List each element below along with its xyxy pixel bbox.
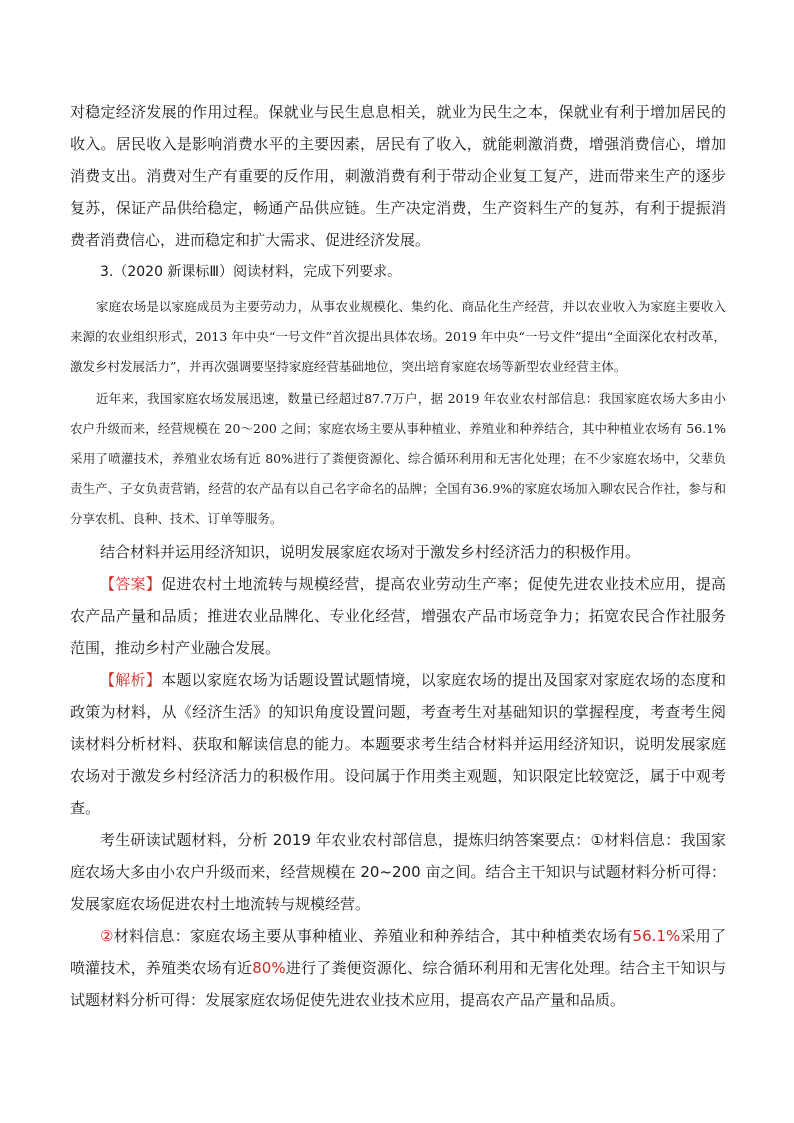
question-title: 3.（2020 新课标Ⅲ）阅读材料，完成下列要求。: [100, 264, 402, 280]
analysis-text: 本题以家庭农场为话题设置试题情境，以家庭农场的提出及国家对家庭农场的态度和政策为材料，从《经济生活》的知识角度设置问题，考查考生对基础知识的掌握程度，考查考生阅读材料分析材料、获取和解读信息的能力。本题要求考生结合材料并运用经济知识，说明发展家庭农场对于激发乡村经济活力的积极作用。设问属于作用类主观题，知识限定比较宽泛，属于中观考查。: [70, 671, 726, 817]
answer-text: 促进农村土地流转与规模经营，提高农业劳动生产率；促使先进农业技术应用，提高农产品产量和品质；推进农业品牌化、专业化经营，增强农产品市场竞争力；拓宽农民合作社服务范围，推动乡村产业融合发展。: [70, 575, 726, 657]
answer-tag: 【答案】: [100, 575, 162, 593]
analysis-step-2: [70, 920, 726, 1016]
step-2-text-c: 进行了粪便资源化、综合循环利用和无害化处理。结合主干知识与试题材料分析可得：发展家庭农场促使先进农业技术应用，提高农产品产量和品质。: [70, 959, 726, 1009]
question-requirement: 结合材料并运用经济知识，说明发展家庭农场对于激发乡村经济活力的积极作用。: [100, 543, 641, 561]
step-2-percent-2: 80%: [252, 959, 286, 977]
intro-paragraph: 对稳定经济发展的作用过程。保就业与民生息息相关，就业为民生之本，保就业有利于增加居民的收入。居民收入是影响消费水平的主要因素，居民有了收入，就能刺激消费，增强消费信心，增加消费支出。消费对生产有重要的反作用，刺激消费有利于带动企业复工复产，进而带来生产的逐步复苏，保证产品供给稳定，畅通产品供应链。生产决定消费，生产资料生产的复苏，有利于提振消费者消费信心，进而稳定和扩大需求、促进经济发展。: [70, 103, 726, 249]
analysis-step-1: 考生研读试题材料，分析 2019 年农业农村部信息，提炼归纳答案要点：①材料信息：我国家庭农场大多由小农户升级而来，经营规模在 20~200 亩之间。结合主干知识与试题材料分析可得：发展家庭农场促进农村土地流转与规模经营。: [70, 831, 726, 913]
analysis-tag: 【解析】: [100, 671, 162, 689]
step-2-marker: ②: [100, 927, 114, 945]
step-2-text-a: 材料信息：家庭农场主要从事种植业、养殖业和种养结合，其中种植类农场有: [113, 927, 633, 945]
document-page: [70, 96, 726, 1016]
analysis-paragraph: [70, 664, 726, 824]
material-paragraph-1: 家庭农场是以家庭成员为主要劳动力，从事农业规模化、集约化、商品化生产经营，并以农业收入为家庭主要收入来源的农业组织形式，2013 年中央“一号文件”首次提出具体农场。2019 年中央“一号文件”提出“全面深化农村改革，激发乡村发展活力”，并再次强调要坚持家庭经营基础地位，突出培育家庭农场等新型农业经营主体。: [70, 299, 726, 374]
material-paragraph-2: 近年来，我国家庭农场发展迅速，数量已经超过87.7万户，据 2019 年农业农村部信息：我国家庭农场大多由小农户升级而来，经营规模在 20～200 之间；家庭农场主要从事种植业、养殖业和种养结合，其中种植业农场有 56.1%采用了喷灌技术，养殖业农场有近 80%进行了粪便资源化、综合循环利用和无害化处理；在不少家庭农场中，父辈负责生产、子女负责营销，经营的农产品有以自己名字命名的品牌；全国有36.9%的家庭农场加入聊农民合作社，参与和分享农机、良种、技术、订单等服务。: [70, 391, 726, 526]
step-2-percent-1: 56.1%: [632, 927, 681, 945]
answer-paragraph: [70, 568, 726, 664]
step-2-text-b: 采用了喷灌技术，养殖类农场有近: [70, 927, 726, 977]
